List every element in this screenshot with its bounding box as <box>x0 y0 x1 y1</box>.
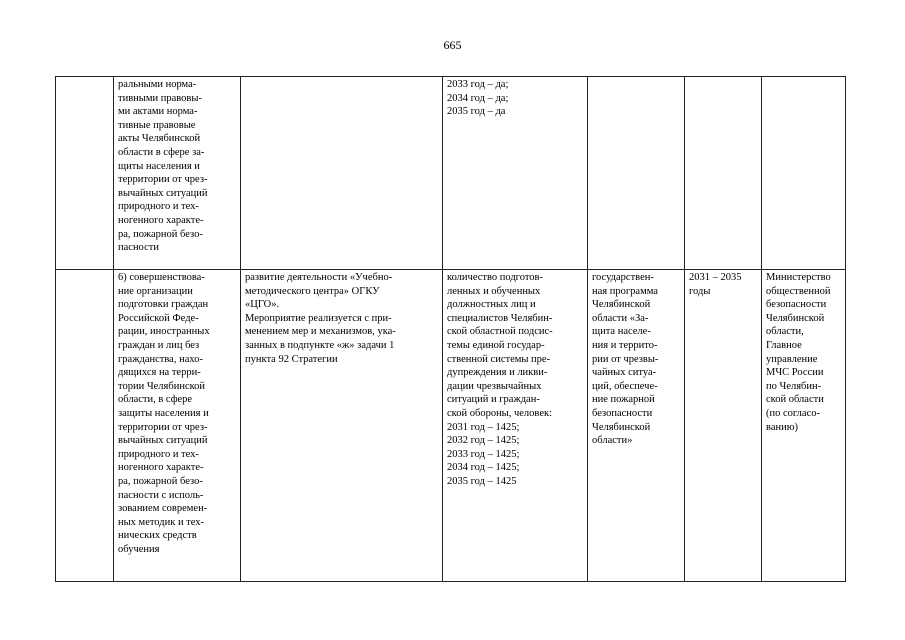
table-cell-period <box>685 77 762 270</box>
table-row <box>56 270 846 582</box>
table-cell-indicator: 2033 год – да; 2034 год – да; 2035 год – да <box>443 77 588 270</box>
table-cell-program: государствен- ная программа Челябинской области «За- щита населе- ния и террито- рии от чрезвы- чайных ситуа- ций, обеспече- ние пожарной безопасности Челябинской области» <box>588 270 685 582</box>
table-cell-executor: Министерство общественной безопасности Челябинской области, Главное управление МЧС России по Челябин- ской области (по согласо- ванию) <box>762 270 846 582</box>
table-cell-indicator: количество подготов- ленных и обученных должностных лиц и специалистов Челябин- ской областной подсис- темы единой государ- ственной системы пре- дупреждения и ликви- дации чрезвычайных ситуаций и граждан- ской обороны, человек: 2031 год – 1425; 2032 год – 1425; 2033 год – 1425; 2034 год – 1425; 2035 год – 1425 <box>443 270 588 582</box>
table-cell-program <box>588 77 685 270</box>
table-cell-task: ральными норма- тивными правовы- ми актами норма- тивные правовые акты Челябинской области в сфере за- щиты населения и территории от чрез- вычайных ситуаций природного и тех- ногенного характе- ра, пожарной безо- пасности <box>114 77 241 270</box>
table-cell-number <box>56 270 114 582</box>
page-number: 665 <box>443 38 462 52</box>
table-cell-measure: развитие деятельности «Учебно- методического центра» ОГКУ «ЦГО». Мероприятие реализуется с при- менением мер и механизмов, ука- занных в подпункте «ж» задачи 1 пункта 92 Стратегии <box>241 270 443 582</box>
table-cell-executor <box>762 77 846 270</box>
table-cell-measure <box>241 77 443 270</box>
table-row <box>56 77 846 270</box>
table-cell-period: 2031 – 2035 годы <box>685 270 762 582</box>
table-cell-number <box>56 77 114 270</box>
measures-table <box>55 76 846 582</box>
table-cell-task: 6) совершенствова- ние организации подготовки граждан Российской Феде- рации, иностранных граждан и лиц без гражданства, нахо- дящихся на терри- тории Челябинской области, в сфере защиты населения и территории от чрез- вычайных ситуаций природного и тех- ногенного характе- ра, пожарной безо- пасности с исполь- зованием современ- ных методик и тех- нических средств обучения <box>114 270 241 582</box>
